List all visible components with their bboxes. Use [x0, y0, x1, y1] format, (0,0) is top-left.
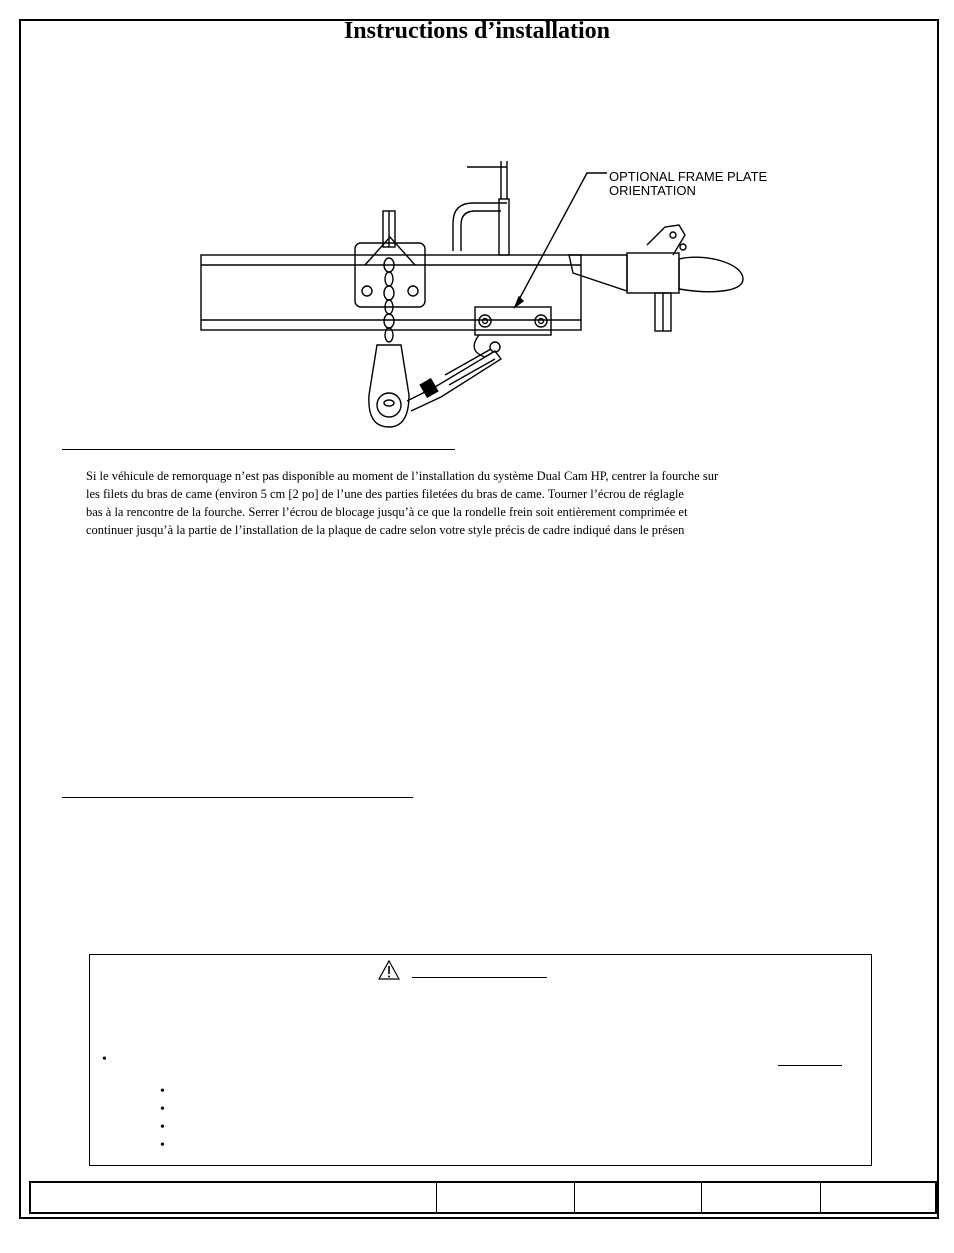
frame-beam — [201, 255, 581, 330]
snap-up-bracket — [355, 211, 425, 307]
footer-cell — [575, 1182, 702, 1213]
page-title: Instructions d’installation — [343, 18, 611, 44]
warning-sub-bullet: • — [160, 1138, 165, 1153]
warning-sub-bullet: • — [160, 1102, 165, 1117]
callout-label-line1: OPTIONAL FRAME PLATE — [609, 169, 768, 184]
callout-leader — [515, 173, 607, 307]
warning-heading-underline — [412, 977, 547, 978]
footer-cell — [821, 1182, 937, 1213]
warning-triangle-icon — [378, 960, 400, 980]
warning-sub-bullet: • — [160, 1120, 165, 1135]
warning-box — [89, 954, 872, 1166]
warning-sub-bullet: • — [160, 1084, 165, 1099]
frame-plate — [474, 307, 551, 357]
paragraph-line: Si le véhicule de remorquage n’est pas disponible au moment de l’installation du système Dual Cam HP, centrer la fourche sur — [86, 469, 719, 483]
coupler — [569, 225, 743, 331]
spring-arm — [369, 345, 501, 427]
callout-label-line2: ORIENTATION — [609, 183, 696, 198]
hitch-diagram — [195, 155, 785, 440]
footer-cell — [702, 1182, 821, 1213]
footer-info-table — [29, 1181, 937, 1214]
installation-paragraph — [86, 467, 876, 539]
paragraph-line: les filets du bras de came (environ 5 cm [2 po] de l’une des parties filetées du bras de came. Tourner l’écrou de réglagle — [86, 487, 684, 501]
c-clamp — [453, 161, 509, 255]
paragraph-line: bas à la rencontre de la fourche. Serrer l’écrou de blocage jusqu’à ce que la rondelle frein soit entièrement comprimée et — [86, 505, 688, 519]
footer-cell — [437, 1182, 575, 1213]
warning-bullet: • — [102, 1052, 107, 1067]
footer-cell — [30, 1182, 437, 1213]
section-heading-underline — [62, 449, 455, 450]
paragraph-line: continuer jusqu’à la partie de l’installation de la plaque de cadre selon votre style précis de cadre indiqué dans le présen — [86, 523, 685, 537]
section-heading-underline — [62, 797, 413, 798]
warning-note-underline — [778, 1065, 842, 1066]
